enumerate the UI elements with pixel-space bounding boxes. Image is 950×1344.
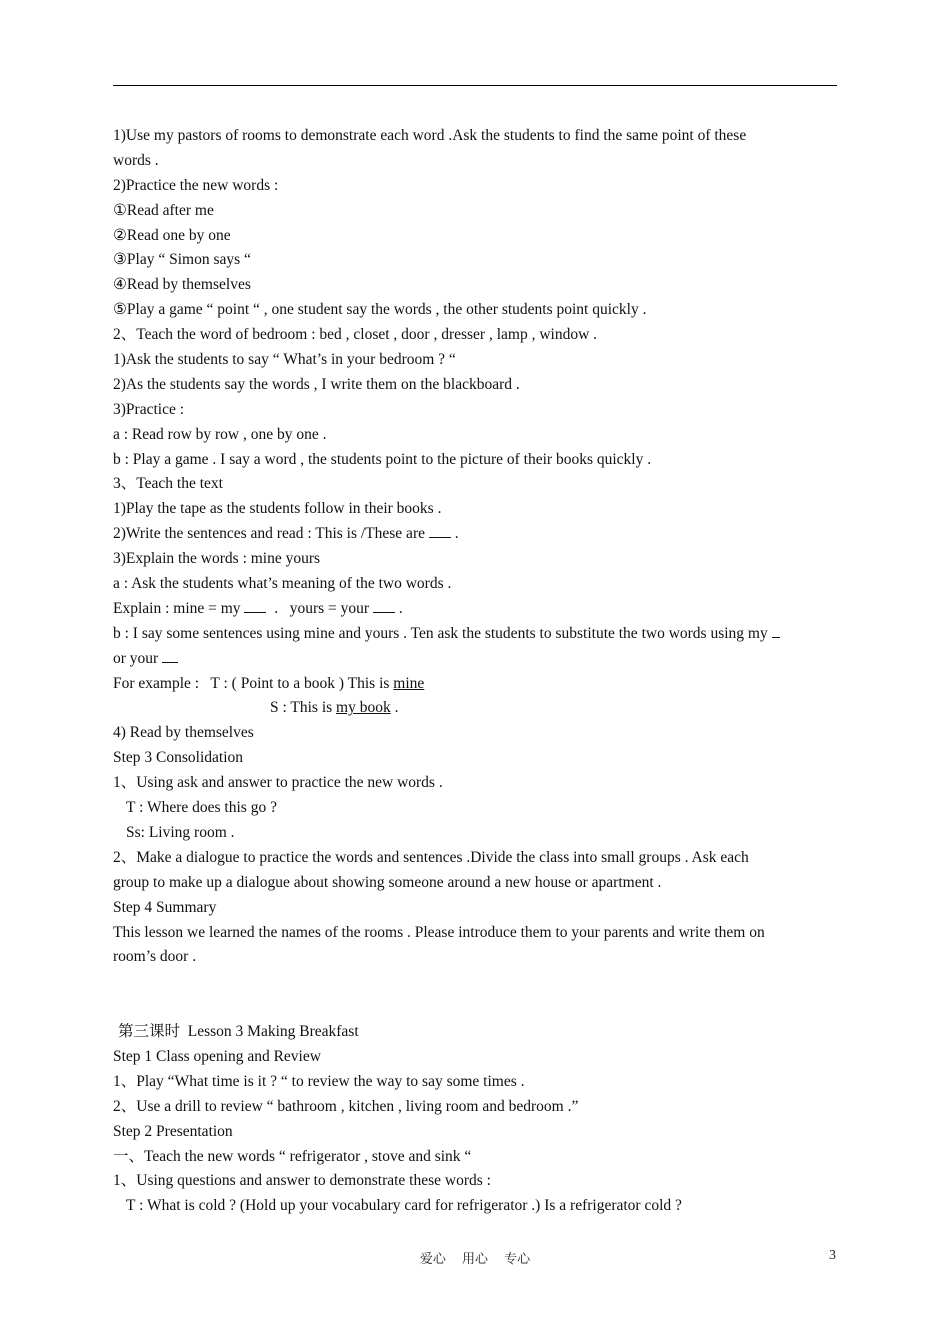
text-line: 4) Read by themselves — [113, 724, 254, 742]
text-line: 3)Practice : — [113, 400, 185, 418]
text-line: Ss: Living room . — [126, 823, 235, 841]
text-line: 1、Using questions and answer to demonstrate these words : — [113, 1172, 491, 1190]
footer-word: 用心 — [461, 1252, 488, 1267]
text-line — [113, 672, 837, 697]
line-text: b : I say some sentences using mine and yours . Ten ask the students to substitute the two words using my — [113, 624, 768, 642]
text-line: 1)Use my pastors of rooms to demonstrate each word .Ask the students to find the same point of these — [113, 127, 747, 144]
text-line: words . — [113, 151, 159, 169]
text-line: Explain : mine = my . yours = your . — [113, 597, 837, 622]
paragraph-gap — [113, 970, 837, 1020]
fill-blank — [373, 597, 395, 613]
fill-blank — [244, 597, 266, 613]
header-rule — [113, 85, 837, 86]
page-number: 3 — [829, 1248, 836, 1263]
text-line: ④Read by themselves — [113, 276, 251, 294]
text-line: 2)Write the sentences and read : This is /These are . — [113, 522, 837, 547]
text-line: Step 4 Summary — [113, 898, 217, 916]
text-line: 3)Explain the words : mine yours — [113, 550, 321, 568]
text-line: ⑤Play a game “ point “ , one student say the words , the other students point quickly . — [113, 301, 647, 319]
text-line — [113, 622, 837, 647]
text-line: b : Play a game . I say a word , the students point to the picture of their books quickly . — [113, 450, 652, 468]
text-line: a : Read row by row , one by one . — [113, 425, 327, 443]
document-body — [113, 124, 837, 1219]
text-line — [113, 647, 837, 672]
text-line: ①Read after me — [113, 201, 214, 219]
text-line: S : This is my book . — [270, 699, 399, 717]
text-line: 3、Teach the text — [113, 475, 223, 493]
text-line: room’s door . — [113, 948, 197, 966]
underlined-word: mine — [393, 674, 425, 692]
line-text: yours = your — [289, 599, 370, 617]
text-line: 1、Using ask and answer to practice the new words . — [113, 774, 443, 792]
text-line: ②Read one by one — [113, 226, 231, 244]
line-text: Explain : mine = my — [113, 599, 241, 617]
footer-word: 专心 — [504, 1252, 531, 1267]
lesson-heading: 第三课时 Lesson 3 Making Breakfast — [118, 1023, 359, 1041]
footer-slogan — [0, 1248, 950, 1267]
text-line: 1)Play the tape as the students follow in their books . — [113, 500, 442, 518]
text-line: 2)Practice the new words : — [113, 176, 279, 194]
fill-blank — [162, 647, 178, 663]
text-line: group to make up a dialogue about showing someone around a new house or apartment . — [113, 873, 662, 891]
text-line: 1)Ask the students to say “ What’s in your bedroom ? “ — [113, 351, 456, 369]
text-line: T : What is cold ? (Hold up your vocabulary card for refrigerator .) Is a refrigerator cold ? — [126, 1197, 682, 1215]
footer-word: 爱心 — [419, 1252, 446, 1267]
text-line: Step 1 Class opening and Review — [113, 1047, 321, 1065]
text-line: This lesson we learned the names of the rooms . Please introduce them to your parents and write them on — [113, 923, 765, 941]
text-line: 1、Play “What time is it ? “ to review the way to say some times . — [113, 1072, 525, 1090]
text-line: 2)As the students say the words , I write them on the blackboard . — [113, 375, 520, 393]
fill-blank — [772, 622, 780, 638]
line-text: or your — [113, 649, 159, 667]
underlined-word: my book — [336, 699, 391, 717]
line-text: 2)Write the sentences and read : This is /These are — [113, 525, 425, 543]
text-line: Step 2 Presentation — [113, 1122, 233, 1140]
line-text: S : This is — [270, 699, 333, 717]
text-line: 一、Teach the new words “ refrigerator , stove and sink “ — [113, 1147, 472, 1165]
fill-blank — [429, 522, 451, 538]
text-line: 2、Teach the word of bedroom : bed , closet , door , dresser , lamp , window . — [113, 326, 598, 344]
text-line: ③Play “ Simon says “ — [113, 251, 251, 269]
text-line: 2、Use a drill to review “ bathroom , kitchen , living room and bedroom .” — [113, 1097, 579, 1115]
text-line: a : Ask the students what’s meaning of the two words . — [113, 575, 452, 593]
line-text: For example : T : ( Point to a book ) This is — [113, 674, 390, 692]
text-line: Step 3 Consolidation — [113, 749, 244, 767]
text-line: T : Where does this go ? — [126, 799, 277, 817]
text-line: 2、Make a dialogue to practice the words and sentences .Divide the class into small groups . Ask each — [113, 848, 749, 866]
